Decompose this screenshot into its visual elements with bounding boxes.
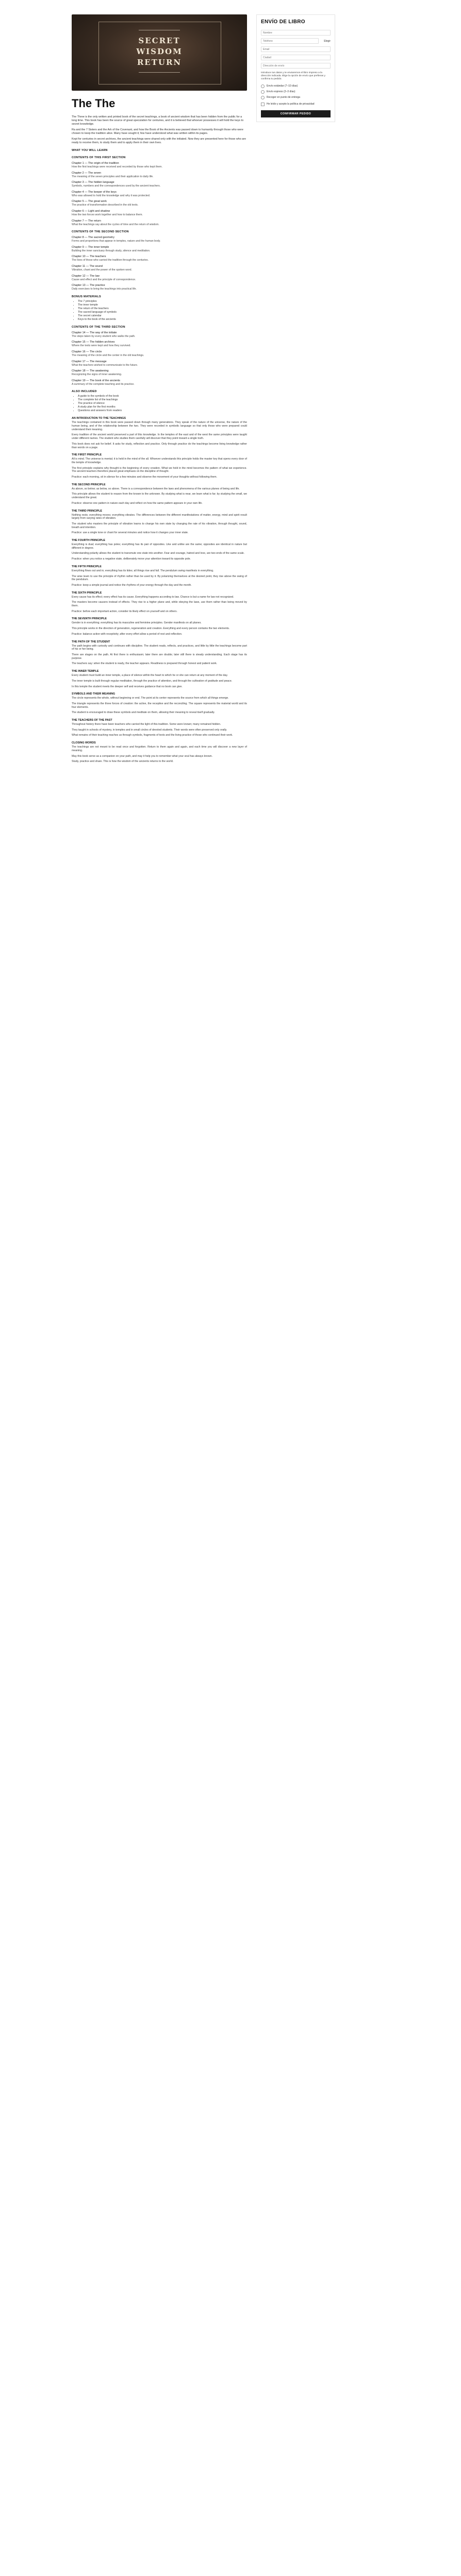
list-item-body: What the teachers wished to communicate to the future. [72, 363, 138, 367]
shipping-option-label: Envío express (2–3 días) [267, 90, 295, 94]
phone-field[interactable] [261, 38, 319, 44]
section3-subhead: CONTENTS OF THE THIRD SECTION [72, 325, 125, 329]
bullet-item: • The inner temple [78, 303, 247, 307]
chapter-heading: THE SIXTH PRINCIPLE [72, 591, 102, 595]
hero-line-3: RETURN [137, 58, 182, 67]
chapter-heading: THE TEACHERS OF THE PAST [72, 719, 112, 722]
list-item-title: Chapter 16 — The circle [72, 350, 102, 353]
phone-select[interactable]: Elegir [324, 39, 331, 43]
intro-paragraph: Kept for centuries in secret archives, the ancient teachings were shared only with the initiated. Now they are presented here for those who are ready to receive them, to study them and to apply them in their own lives. [72, 138, 246, 144]
hero-flourish-bottom [139, 72, 180, 73]
list-item-title: Chapter 14 — The way of the initiate [72, 331, 117, 334]
chapter-paragraph: The path begins with curiosity and continues with discipline. The student reads, reflects, and practices, and little by little the teachings become part of his or her being. [72, 644, 247, 651]
shipping-options [261, 84, 331, 99]
chapter-paragraph: The teachers say: when the student is ready, the teacher appears. Readiness is prepared through honest and patient work. [72, 662, 218, 666]
bullet-item: • The complete list of the teachings [78, 398, 247, 402]
list-item-title: Chapter 7 — The return [72, 219, 101, 223]
bullet-item: • Keys to the book of the ancients [78, 318, 247, 321]
section1-subhead: CONTENTS OF THIS FIRST SECTION [72, 156, 126, 159]
hero-line-1: SECRET [138, 36, 180, 45]
chapter-paragraph: Practice: before each important action, consider its likely effect on yourself and on others. [72, 609, 177, 613]
email-field[interactable] [261, 46, 331, 52]
list-item-body: Daily exercises to bring the teachings into practical life. [72, 287, 137, 291]
chapter-paragraph: Everything is dual; everything has poles; everything has its pair of opposites. Like and unlike are the same; opposites are identical in nature but different in degree. [72, 543, 247, 550]
chapter-paragraph: The student who masters the principle of vibration learns to change his own state by changing the rate of his vibration, through thought, sound, breath and intention. [72, 522, 247, 529]
chapter-paragraph: Practice: each morning, sit in silence for a few minutes and observe the movement of your thoughts without following them. [72, 476, 217, 479]
chapter-heading: THE SECOND PRINCIPLE [72, 483, 106, 486]
chapter-paragraph: The circle represents the whole, without beginning or end. The point at its center represents the source from which all things emerge. [72, 697, 229, 700]
radio-button[interactable] [261, 96, 265, 99]
list-item-body: Cause and effect and the principle of correspondence. [72, 278, 136, 281]
bullets1-head: BONUS MATERIALS [72, 295, 101, 298]
shipping-option[interactable] [261, 96, 331, 99]
bullets2-head: ALSO INCLUDED [72, 390, 97, 394]
list-item-title: Chapter 18 — The awakening [72, 369, 109, 373]
chapter-paragraph: Study, practice and share. This is how the wisdom of the ancients returns to the world. [72, 760, 174, 764]
list-item-title: Chapter 3 — The hidden language [72, 181, 114, 184]
chapter-paragraph: They taught in schools of mystery, in temples and in small circles of devoted students. Their words were often preserved only orally. [72, 728, 227, 732]
chapter-paragraph: Practice: when you notice a negative state, deliberately move your attention toward its opposite pole. [72, 557, 191, 561]
list-item-body: The meaning of the seven principles and their application to daily life. [72, 175, 154, 178]
post-title: The The [72, 97, 116, 110]
chapter-paragraph: There are stages on the path. At first there is enthusiasm; later there are doubts; later still there is steady understanding. Each stage has its purpose. [72, 653, 247, 660]
radio-button[interactable] [261, 84, 265, 88]
chapter-paragraph: The student is encouraged to draw these symbols and meditate on them, allowing their meaning to reveal itself gradually. [72, 711, 215, 715]
section2-subhead: CONTENTS OF THE SECOND SECTION [72, 230, 129, 234]
book-body [72, 417, 247, 764]
list-item-title: Chapter 1 — The origin of the tradition [72, 162, 119, 165]
chapter-paragraph: Throughout history there have been teachers who carried the light of this tradition. Some were known; many remained hidden. [72, 723, 221, 726]
chapter-paragraph: Understanding polarity allows the student to transmute one state into another. Fear and courage, hatred and love, are two ends of the same scale. [72, 552, 245, 555]
chapter-heading: THE INNER TEMPLE [72, 670, 99, 673]
list-item-body: Building the inner sanctuary through study, silence and meditation. [72, 249, 151, 252]
shipping-option-label: Envío estándar (7–10 días) [267, 84, 298, 88]
chapter-paragraph: The teachings are not meant to be read once and forgotten. Return to them again and again, and each time you will discover a new layer of meaning. [72, 745, 247, 752]
name-field[interactable] [261, 30, 331, 36]
list-item-body: The lives of those who carried the tradition through the centuries. [72, 259, 149, 262]
city-field[interactable] [261, 55, 331, 60]
chapter-heading: THE SEVENTH PRINCIPLE [72, 617, 107, 621]
bullet-item: • The 7 principles [78, 300, 247, 303]
chapter-heading: THE PATH OF THE STUDENT [72, 640, 110, 643]
chapter-paragraph: Gender is in everything; everything has its masculine and feminine principles. Gender manifests on all planes. [72, 621, 202, 625]
chapter-paragraph: The teachings contained in this book were passed down through many generations. They speak of the nature of the universe, the nature of the human being, and of the relationship between the two. They were recorded in symbolic language so that only those who were prepared could understand their meaning. [72, 421, 247, 431]
order-form-title: ENVÍO DE LIBRO [261, 19, 305, 25]
section1-list [72, 162, 247, 226]
chapter-paragraph: This book does not ask for belief. It asks for study, reflection and practice. Only through practice do the teachings become living knowledge rather than words on a page. [72, 442, 247, 449]
section3-list [72, 331, 247, 386]
bullet-item: • A guide to the symbols of the book [78, 395, 247, 398]
list-item-body: Vibration, chant and the power of the spoken word. [72, 268, 132, 272]
bullets2-list [72, 395, 247, 413]
shipping-option[interactable] [261, 84, 331, 88]
hero-image [72, 14, 247, 91]
chapter-paragraph: The wise learn to use the principle of rhythm rather than be used by it. By polarizing themselves at the desired point, they rise above the swing of the pendulum. [72, 574, 247, 582]
list-item-title: Chapter 11 — The sound [72, 264, 103, 268]
chapter-paragraph: Practice: observe one pattern in nature each day and reflect on how the same pattern appears in your own life. [72, 501, 203, 505]
list-item-title: Chapter 17 — The message [72, 360, 107, 363]
section2-list [72, 236, 247, 291]
chapter-heading: THE THIRD PRINCIPLE [72, 509, 102, 513]
chapter-paragraph: Practice: keep a simple journal and notice the rhythms of your energy through the day and the month. [72, 583, 192, 587]
chapter-paragraph: This principle works in the direction of generation, regeneration and creation. Everything and every person contains the two elements. [72, 627, 230, 631]
main-column [72, 14, 247, 766]
chapter-paragraph: The first principle explains why thought is the beginning of every creation. What we hold in the mind becomes the pattern of what we experience. The ancient teachers therefore placed great emphasis on the discipline of thought. [72, 466, 247, 473]
submit-order-button[interactable]: CONFIRMAR PEDIDO [261, 110, 331, 117]
list-item-title: Chapter 13 — The practice [72, 284, 105, 287]
chapter-paragraph: The masters become causers instead of effects. They rise to a higher plane and, while obeying the laws, use them rather than being moved by them. [72, 601, 247, 608]
list-item-body: Where the texts were kept and how they survived. [72, 344, 131, 348]
chapter-heading: THE FIRST PRINCIPLE [72, 453, 102, 457]
chapter-paragraph: Every tradition of the ancient world preserved a part of this knowledge. In the temples of the east and of the west the same principles were taught under different names. The student who studies them carefully will discover that they point toward a single truth. [72, 433, 247, 440]
address-field[interactable] [261, 63, 331, 69]
bullet-item: • The sacred language of symbols [78, 311, 247, 314]
chapter-paragraph: What remains of their teaching reaches us through symbols, fragments of texts and the living practice of those who continued their work. [72, 734, 233, 737]
list-item-title: Chapter 5 — The great work [72, 200, 107, 204]
chapter-paragraph: Practice: balance action with receptivity; after every effort allow a period of rest and reflection. [72, 632, 183, 636]
list-item-title: Chapter 19 — The book of the ancients [72, 379, 120, 382]
chapter-heading: AN INTRODUCTION TO THE TEACHINGS [72, 417, 126, 420]
terms-row[interactable] [261, 103, 331, 106]
section1-head: WHAT YOU WILL LEARN [72, 149, 108, 152]
chapter-heading: THE FOURTH PRINCIPLE [72, 539, 105, 543]
list-item-title: Chapter 9 — The inner temple [72, 245, 109, 249]
list-item-title: Chapter 8 — The sacred geometry [72, 236, 114, 240]
chapter-paragraph: As above, so below; as below, so above. There is a correspondence between the laws and phenomena of the various planes of being and life. [72, 487, 240, 490]
list-item-body: Symbols, numbers and the correspondences used by the ancient teachers. [72, 184, 161, 188]
list-item-title: Chapter 12 — The law [72, 274, 100, 278]
list-item-title: Chapter 6 — Light and shadow [72, 209, 110, 213]
list-item-body: The practice of transformation described in the old texts. [72, 204, 139, 207]
list-item-body: Who was allowed to hold the knowledge and why it was protected. [72, 194, 151, 197]
chapter-paragraph: This principle allows the student to reason from the known to the unknown. By studying what is near, we learn what is far; by studying the small, we understand the great. [72, 493, 247, 500]
radio-button[interactable] [261, 90, 265, 94]
order-note: Introduce tus datos y te enviaremos el libro impreso a la dirección indicada. Elige la opción de envío que prefieras y confirma tu pedido. [261, 72, 326, 81]
order-form [256, 14, 335, 122]
list-item-body: How the two forces work together and how to balance them. [72, 213, 143, 216]
chapter-paragraph: Nothing rests; everything moves; everything vibrates. The differences between the different manifestations of matter, energy, mind and spirit result largely from varying rates of vibration. [72, 513, 247, 520]
intro-text [72, 115, 247, 145]
chapter-paragraph: Every student must build an inner temple, a place of silence within the heart to which he or she can return at any moment of the day. [72, 674, 228, 677]
list-item-body: A summary of the complete teaching and its practice. [72, 382, 135, 386]
list-item-body: Recognizing the signs of inner awakening. [72, 373, 122, 377]
shipping-option-label: Recoger en punto de entrega [267, 96, 301, 99]
bullet-item: • The practice of silence [78, 402, 247, 405]
list-item-title: Chapter 15 — The hidden archives [72, 341, 115, 344]
chapter-paragraph: The inner temple is built through regular meditation, through the practice of attention, and through the cultivation of gratitude and peace. [72, 679, 233, 683]
bullet-item: • The return of the teachers [78, 307, 247, 311]
chapter-heading: THE FIFTH PRINCIPLE [72, 565, 102, 568]
list-item-title: Chapter 4 — The keeper of the keys [72, 190, 117, 194]
chapter-paragraph: All is mind. The universe is mental; it is held in the mind of the all. Whoever understands this principle holds the master key that opens every door of the temple of knowledge. [72, 457, 247, 464]
list-item-title: Chapter 2 — The seven [72, 171, 102, 175]
shipping-option[interactable] [261, 90, 331, 94]
chapter-paragraph: Everything flows out and in; everything has its tides; all things rise and fall. The pendulum swing manifests in everything. [72, 569, 214, 572]
intro-paragraph: Ra and the 7 Sisters and the Ark of the Covenant, and how the Book of the Ancients was passed down to humanity through those who were chosen to keep the tradition alive. Many have sought it; few have understood what was written within its pages. [72, 128, 243, 135]
chapter-paragraph: May this book serve as a companion on your path, and may it help you to remember what your soul has always known. [72, 754, 213, 758]
list-item-body: What the teachings say about the cycles of time and the return of wisdom. [72, 223, 159, 226]
list-item-body: How the first teachings were received and recorded by those who kept them. [72, 165, 162, 168]
chapter-paragraph: The triangle represents the three forces of creation: the active, the receptive and the reconciling. The square represents the material world and its four elements. [72, 702, 247, 709]
intro-paragraph: The Three is the only written and printed book of the secret teachings, a book of ancient wisdom that has been hidden from the public for a long time. This book has been the source of great speculation for centuries, and it is believed that whoever possesses it will hold the keys to secret knowledge. [72, 115, 244, 126]
bullet-item: • Questions and answers from readers [78, 409, 247, 413]
chapter-heading: CLOSING WORDS [72, 741, 96, 745]
bullet-item: • The secret calendar [78, 314, 247, 318]
terms-label: He leído y acepto la política de privacidad [267, 103, 315, 106]
list-item-title: Chapter 10 — The teachers [72, 255, 106, 259]
bullets1-list [72, 300, 247, 321]
chapter-paragraph: Every cause has its effect; every effect has its cause. Everything happens according to law. Chance is but a name for law not recognized. [72, 595, 234, 599]
chapter-paragraph: In this temple the student meets the deeper self and receives guidance that no book can give. [72, 685, 183, 688]
bullet-item: • A study plan for the first months [78, 405, 247, 409]
chapter-paragraph: Practice: use a single tone or chant for several minutes and notice how it changes your inner state. [72, 531, 189, 535]
list-item-body: The meaning of the circle and the center in the old teachings. [72, 353, 144, 357]
terms-checkbox[interactable] [261, 103, 265, 106]
list-item-body: Forms and proportions that appear in temples, nature and the human body. [72, 240, 161, 243]
chapter-heading: SYMBOLS AND THEIR MEANING [72, 692, 116, 696]
hero-line-2: WISDOM [136, 47, 183, 56]
list-item-body: The steps taken by every student who walks the path. [72, 334, 136, 338]
